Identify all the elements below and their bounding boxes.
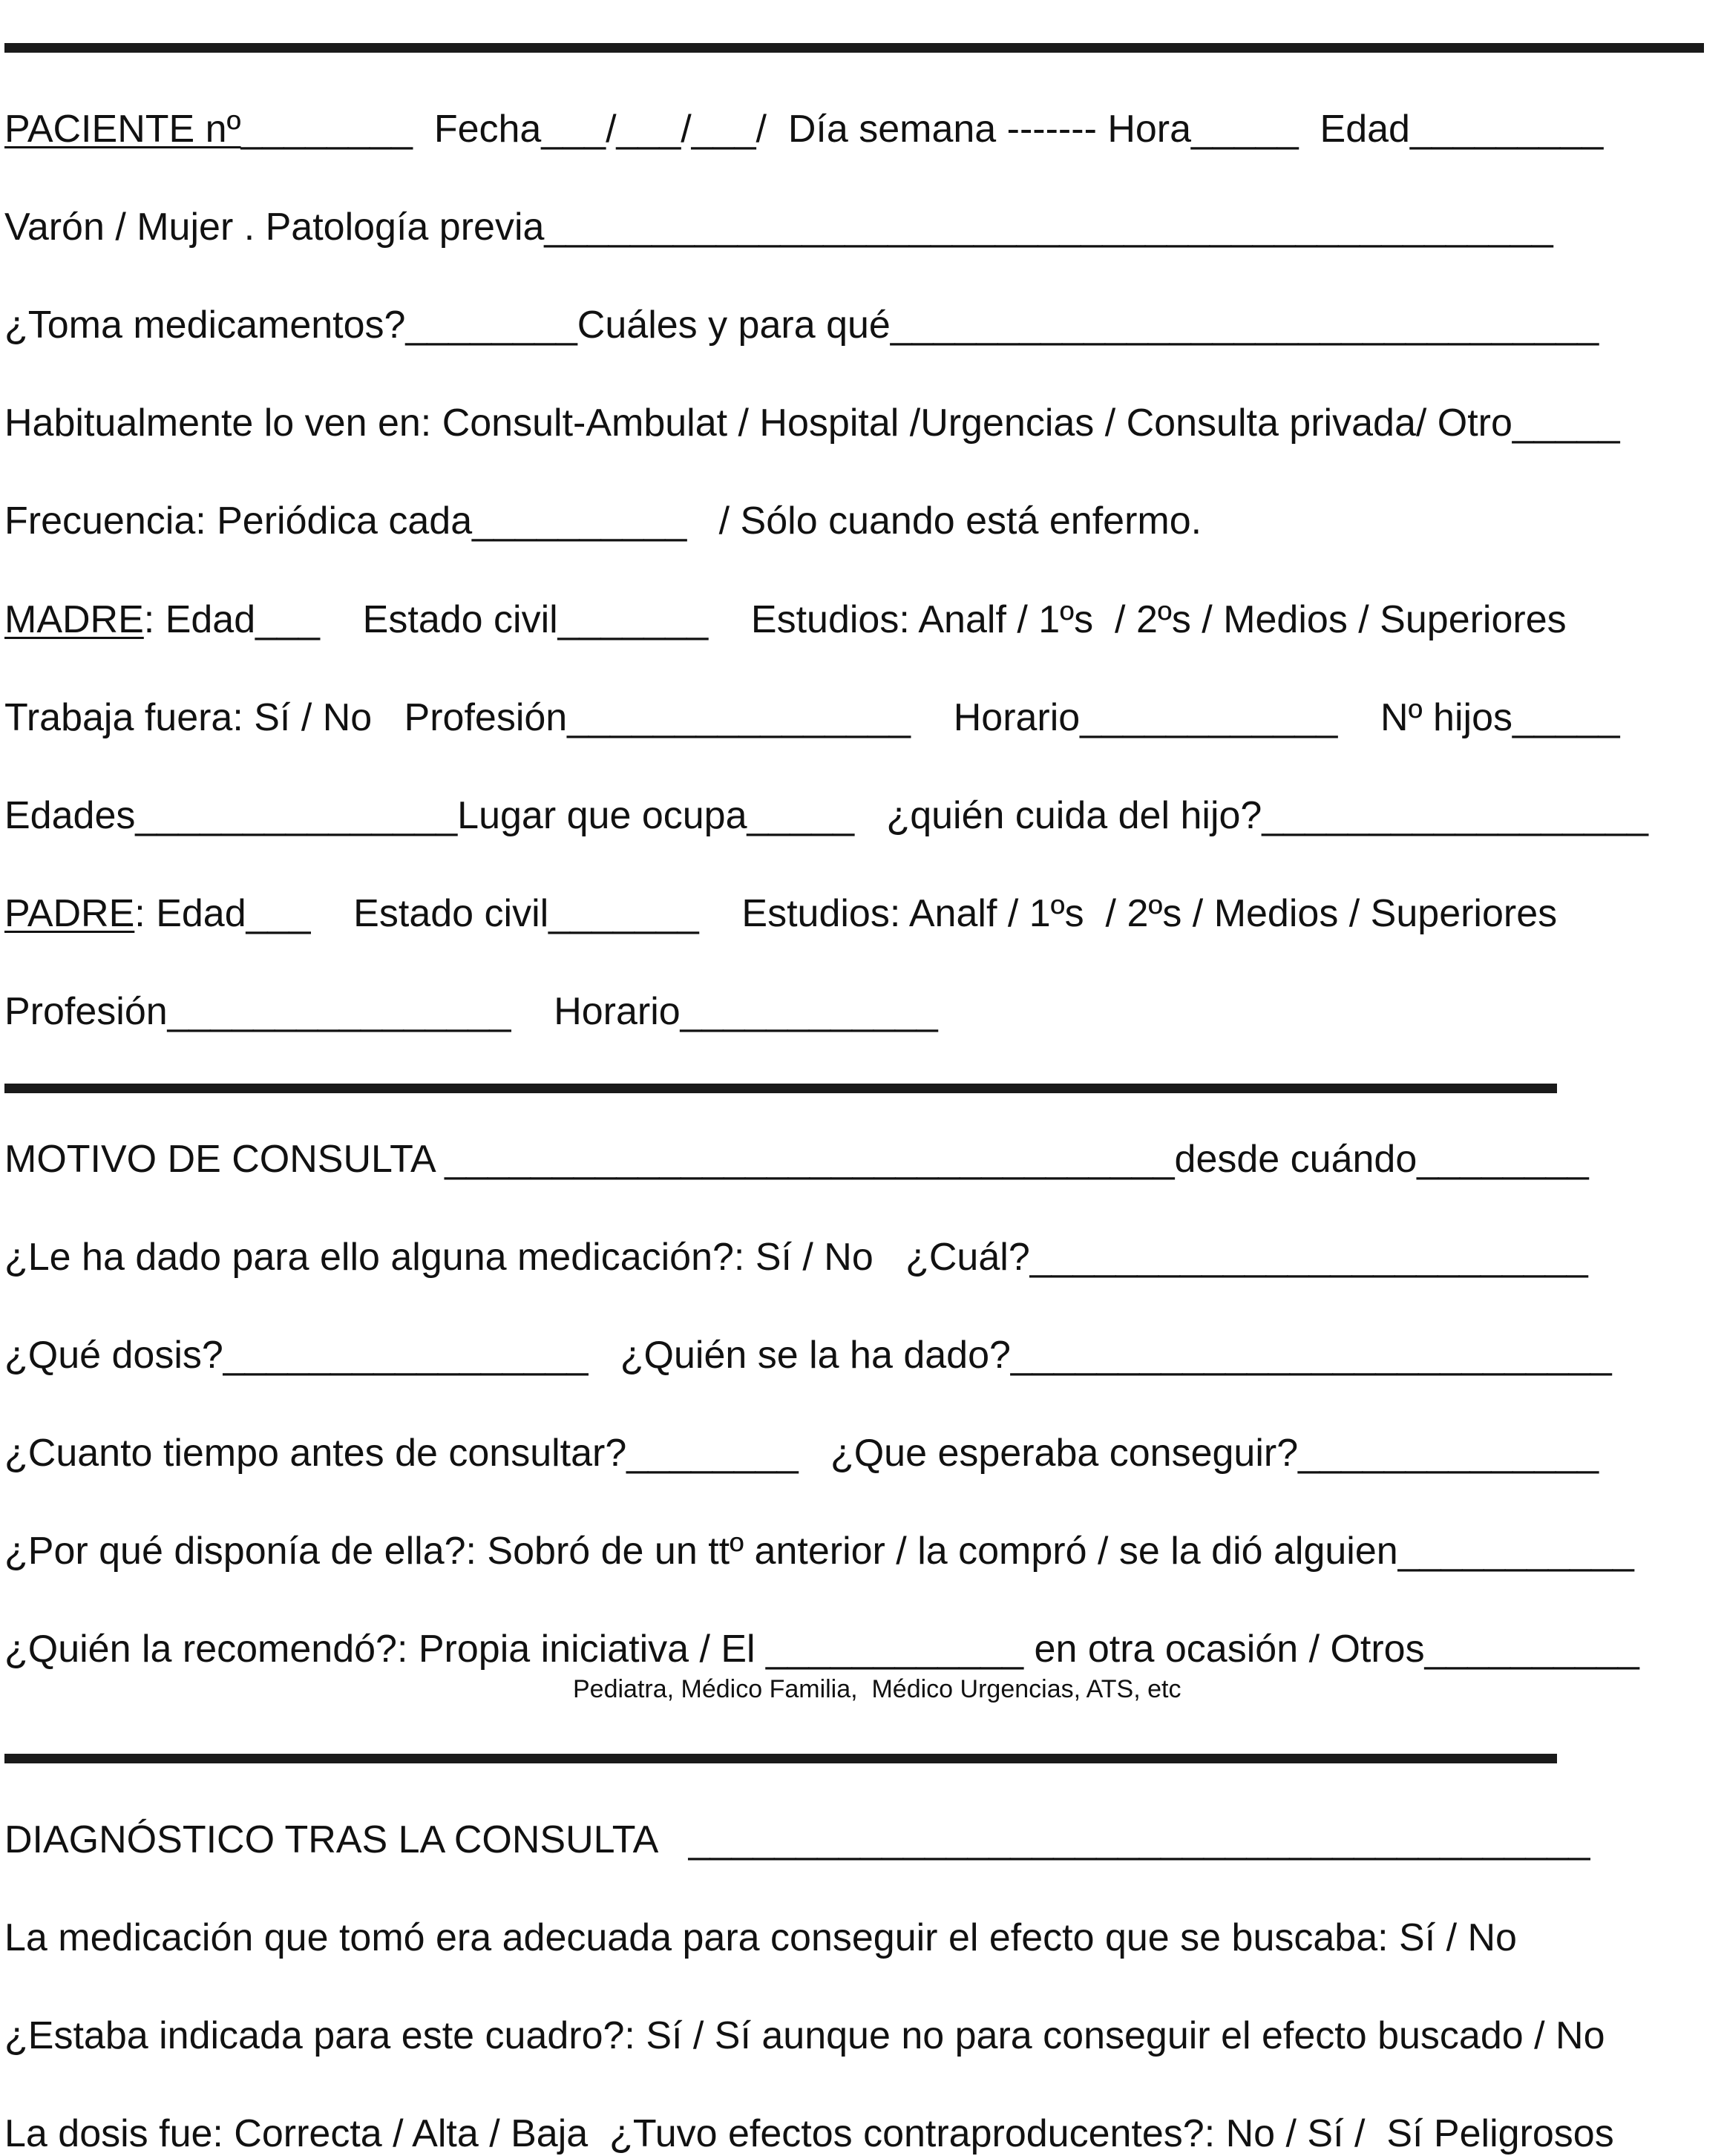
reason-line: MOTIVO DE CONSULTA __________________________________desde cuándo________	[4, 1138, 1589, 1181]
father-work-line: Profesión________________ Horario____________	[4, 990, 938, 1033]
adequacy-line: La medicación que tomó era adecuada para conseguir el efecto que se buscaba: Sí / No	[4, 1916, 1517, 1959]
mother-fields: : Edad___ Estado civil_______ Estudios: Analf / 1ºs / 2ºs / Medios / Superiores	[143, 598, 1567, 641]
children-line: Edades_______________Lugar que ocupa_____ ¿quién cuida del hijo?__________________	[4, 794, 1648, 837]
father-fields: : Edad___ Estado civil_______ Estudios: Analf / 1ºs / 2ºs / Medios / Superiores	[134, 892, 1558, 935]
section-rule-1	[4, 1084, 1557, 1093]
sex-history-line: Varón / Mujer . Patología previa_______________________________________________	[4, 206, 1553, 249]
medication-line: ¿Toma medicamentos?________Cuáles y para qué_________________________________	[4, 304, 1599, 347]
section-rule-2	[4, 1754, 1557, 1763]
availability-line: ¿Por qué disponía de ella?: Sobró de un ttº anterior / la compró / se la dió alguien___________	[4, 1530, 1634, 1573]
prior-medication-line: ¿Le ha dado para ello alguna medicación?: Sí / No ¿Cuál?__________________________	[4, 1236, 1588, 1279]
mother-label: MADRE	[4, 598, 144, 641]
mother-line	[4, 597, 1718, 642]
diagnosis-line: DIAGNÓSTICO TRAS LA CONSULTA __________________________________________	[4, 1818, 1590, 1861]
top-rule	[4, 43, 1704, 53]
dose-line: ¿Qué dosis?_________________ ¿Quién se la ha dado?____________________________	[4, 1334, 1612, 1377]
dose-effects-line: La dosis fue: Correcta / Alta / Baja ¿Tuvo efectos contraproducentes?: No / Sí / Sí Peligrosos	[4, 2112, 1614, 2155]
mother-work-line: Trabaja fuera: Sí / No Profesión________________ Horario____________ Nº hijos_____	[4, 696, 1620, 739]
patient-fields: ________ Fecha___/___/___/ Día semana ------- Hora_____ Edad_________	[240, 108, 1604, 151]
time-before-line: ¿Cuanto tiempo antes de consultar?________ ¿Que esperaba conseguir?______________	[4, 1432, 1599, 1475]
recommended-line: ¿Quién la recomendó?: Propia iniciativa / El ____________ en otra ocasión / Otros__________	[4, 1628, 1639, 1671]
patient-label: PACIENTE nº	[4, 108, 241, 151]
father-line	[4, 891, 1718, 936]
father-label: PADRE	[4, 892, 135, 935]
recommender-note: Pediatra, Médico Familia, Médico Urgencias, ATS, etc	[573, 1675, 1181, 1703]
patient-line	[4, 107, 1718, 151]
frequency-line: Frecuencia: Periódica cada__________ / Sólo cuando está enfermo.	[4, 499, 1202, 543]
indication-line: ¿Estaba indicada para este cuadro?: Sí / Sí aunque no para conseguir el efecto buscado / No	[4, 2014, 1605, 2057]
usual-care-line: Habitualmente lo ven en: Consult-Ambulat / Hospital /Urgencias / Consulta privada/ Otro_____	[4, 402, 1620, 445]
